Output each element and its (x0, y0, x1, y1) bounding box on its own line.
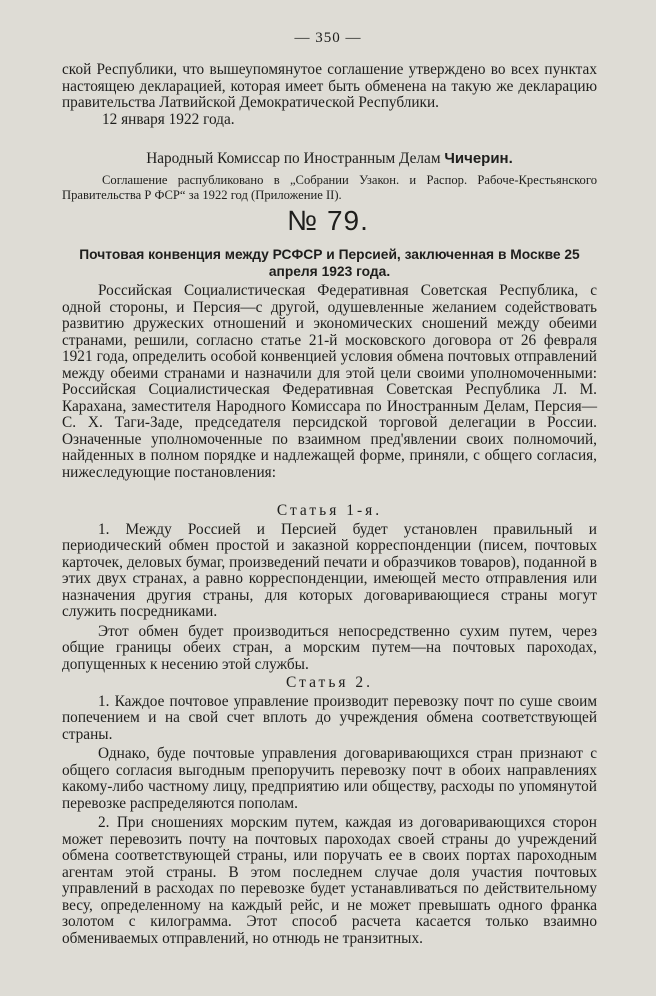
article-1 (62, 503, 597, 673)
article-paragraph: Этот обмен будет производиться непосредственно сухим путем, через общие границы обеих стран, а морским путем—на почтовых пароходах, допущенных к несению этой службы. (62, 622, 597, 673)
article-2 (62, 675, 597, 947)
paragraph: ской Республики, что вышеупомянутое соглашение утверждено во всех пунктах настоящею декларацией, которая имеет быть обменена на такую же декларацию правительства Латвийской Демократической Республики. (62, 61, 597, 111)
document-number: № 79. (287, 205, 369, 236)
article-paragraph: 1. Между Россией и Персией будет установлен правильный и периодический обмен простой и заказной корреспонденции (писем, почтовых карточек, деловых бумаг, произведений печати и образчиков товаров), поданной в этих двух странах, а равно корреспонденции, имеющей место отправления или назначения другия страны, для которых договаривающиеся страны могут служить посредниками. (62, 520, 597, 620)
preamble-paragraph: Российская Социалистическая Федеративная Советская Республика, с одной стороны, и Персия—с другой, одушевленные желанием содействовать развитию дружеских отношений и экономических сношений между обеими странами, решили, согласно статье 21-й московского договора от 26 февраля 1921 года, определить особой конвенцией условия обмена почтовых отправлений между обеими странами и назначили для этой цели своими уполномоченными: Российская Социалистическая Федеративная Советская Республика Л. М. Карахана, заместителя Народного Комиссара по Иностранным Делам, Персия—С. Х. Таги-Заде, председателя персидской торговой делегации в России. Означенные уполномоченные по взаимном пред'явлении своих полномочий, найденных в полном порядке и надлежащей форме, приняли, с общего согласия, нижеследующие постановления: (62, 282, 597, 481)
article-heading: Статья 1-я. (276, 502, 383, 519)
document-date: 12 января 1922 года. (102, 110, 235, 128)
article-paragraph: 2. При сношениях морским путем, каждая из договаривающихся сторон может перевозить почту на почтовых пароходах своей страны до учреждений обмена соответствующей страны, или поручать ее в своих портах пароходным агентам этой страны. В этом последнем случае доля участия почтовых управлений в расходах по перевозке будет устанавливаться по действительному весу, определенному на каждый рейс, и не может превышать одного франка золотом с килограмма. Этот способ расчета касается только взаимно обмениваемых отправлений, но отнюдь не транзитных. (62, 814, 597, 947)
article-paragraph: 1. Каждое почтовое управление производит перевозку почт по суше своим попечением и на свой счет вплоть до учреждения обмена соответствующей страны. (62, 692, 597, 743)
previous-document-ending (62, 62, 597, 128)
convention-preamble (62, 283, 597, 481)
signature-title: Народный Комиссар по Иностранным Делам (146, 150, 441, 167)
document-title: Почтовая конвенция между РСФСР и Персией, заключенная в Москве 25 апреля 1923 года. (79, 247, 580, 279)
article-paragraph: Однако, буде почтовые управления договаривающихся стран признают с общего согласия выгодным препоручить перевозку почт в обоих направлениях какому-либо частному лицу, предприятию или обществу, расходы по упомянутой перевозке распределяются пополам. (62, 745, 597, 812)
signature-line (62, 150, 597, 168)
publication-note: Соглашение распубликовано в „Собрании Узакон. и Распор. Рабоче-Крестьянского Правительства Р ФСР“ за 1922 год (Приложение II). (62, 173, 597, 202)
page-number: — 350 — (294, 30, 362, 46)
article-heading: Статья 2. (285, 674, 374, 691)
signature-name: Чичерин. (444, 150, 513, 167)
